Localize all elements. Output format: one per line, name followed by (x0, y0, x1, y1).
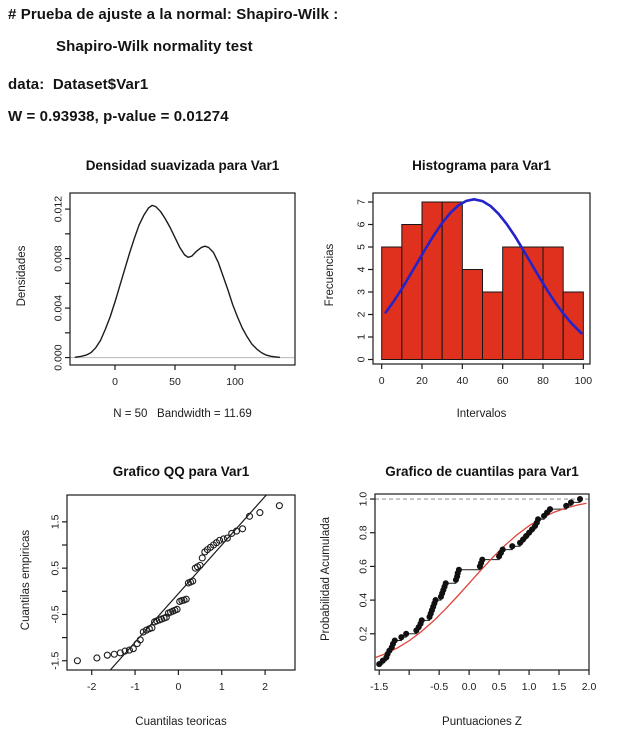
y-tick-label: 6 (355, 221, 368, 228)
x-tick-label: 0.5 (491, 681, 507, 693)
y-tick-label: 5 (355, 244, 368, 250)
x-tick-label: -0.5 (430, 681, 449, 693)
density-plot-title: Densidad suavizada para Var1 (85, 158, 280, 173)
cumulative-quantile-series-layer (376, 497, 586, 667)
y-tick-label: 1.0 (357, 491, 370, 507)
qq-data-point (257, 510, 263, 516)
x-tick-label: 40 (456, 375, 469, 387)
histogram-bars-mark (382, 202, 584, 360)
plot-frame (67, 495, 295, 670)
qq-data-point (199, 555, 205, 561)
cumulative-quantile-data-point (510, 544, 515, 549)
quantile-plot-title: Grafico de cuantilas para Var1 (385, 464, 579, 479)
x-tick-label: 0 (112, 376, 118, 388)
cumulative-quantile-data-point (399, 635, 404, 640)
qq-data-point (74, 658, 80, 664)
histogram-plot-canvas (310, 148, 620, 452)
x-tick-label: 0.0 (461, 681, 477, 693)
x-tick-label: 100 (226, 376, 244, 388)
qq-data-point (276, 503, 282, 509)
qq-data-point (111, 651, 117, 657)
x-tick-label: -1 (130, 681, 140, 693)
cumulative-quantile-data-point (404, 631, 409, 636)
histogram-bar (402, 225, 422, 360)
cumulative-quantile-data-point (419, 618, 424, 623)
x-tick-label: -1.5 (370, 681, 389, 693)
test-data-line: data: Dataset$Var1 (8, 76, 149, 93)
cumulative-quantile-data-point (548, 507, 553, 512)
qq-plot (0, 452, 310, 736)
histogram-bar (442, 202, 462, 360)
y-tick-label: 0.5 (49, 560, 62, 576)
qq-data-point (94, 655, 100, 661)
x-tick-label: 80 (537, 375, 549, 387)
quantile-plot (310, 452, 620, 736)
x-tick-label: 1 (218, 681, 225, 693)
y-tick-label: -0.5 (49, 605, 62, 624)
shapiro-wilk-heading: # Prueba de ajuste a la normal: Shapiro-Wilk : (8, 6, 339, 23)
y-tick-label: 0.000 (52, 344, 65, 371)
cumulative-quantile-data-point (500, 547, 505, 552)
density-series-layer (75, 205, 279, 357)
histogram-plot-xlabel: Intervalos (456, 408, 507, 420)
x-tick-label: 2.0 (581, 681, 597, 693)
x-tick-label: 2 (262, 681, 269, 693)
qq-plot-ylabel: Cuantilas empiricas (20, 529, 32, 631)
histogram-plot (310, 148, 620, 452)
x-tick-label: 1.5 (551, 681, 567, 693)
x-tick-label: 60 (496, 375, 509, 387)
histogram-plot-ylabel: Frecuencias (324, 243, 336, 307)
y-tick-label: 0.008 (52, 245, 65, 272)
x-tick-label: -2 (87, 681, 97, 693)
x-tick-label: 20 (416, 375, 428, 387)
histogram-bar (462, 270, 482, 360)
y-tick-label: 0.012 (52, 195, 65, 223)
cumulative-quantile-step-mark (379, 499, 580, 664)
cumulative-quantile-data-point (578, 497, 583, 502)
y-tick-label: 4 (355, 266, 368, 273)
cumulative-quantile-data-point (480, 557, 485, 562)
histogram-bar (483, 292, 503, 360)
density-plot-canvas (0, 148, 310, 452)
test-name-line: Shapiro-Wilk normality test (56, 38, 253, 55)
y-tick-label: 0.2 (357, 626, 370, 642)
density-axes (53, 193, 295, 388)
y-tick-label: 1.5 (49, 514, 62, 530)
density-plot (0, 148, 310, 452)
y-tick-label: 3 (355, 289, 368, 295)
histogram-bar (503, 247, 523, 360)
density-plot-sub-label: N = 50 Bandwidth = 11.69 (113, 408, 252, 420)
cumulative-quantile-axes (358, 492, 597, 693)
cumulative-quantile-data-point (536, 517, 541, 522)
y-tick-label: 0 (355, 356, 368, 363)
cumulative-quantile-data-point (564, 503, 569, 508)
x-tick-label: 0 (378, 375, 385, 387)
y-tick-label: 0.4 (357, 592, 370, 608)
quantile-plot-xlabel: Puntuaciones Z (442, 716, 522, 728)
quantile-plot-ylabel: Probabilidad Acumulada (320, 516, 332, 642)
qq-plot-title: Grafico QQ para Var1 (112, 464, 250, 479)
cumulative-quantile-data-point (456, 567, 461, 572)
y-tick-label: 0.004 (52, 294, 65, 322)
cumulative-quantile-data-point (392, 638, 397, 643)
qq-scatter-mark (74, 503, 282, 664)
plot-frame (70, 193, 295, 365)
density-line-mark (75, 205, 279, 357)
qq-axes (50, 495, 295, 693)
qq-data-point (240, 526, 246, 532)
cumulative-quantile-data-point (569, 500, 574, 505)
y-tick-label: 2 (355, 311, 368, 318)
plot-frame (375, 494, 589, 670)
y-tick-label: -1.5 (49, 651, 62, 670)
density-plot-ylabel: Densidades (16, 245, 28, 307)
quantile-plot-canvas (310, 452, 620, 736)
x-tick-label: 1.0 (521, 681, 537, 693)
qq-plot-xlabel: Cuantilas teoricas (135, 716, 227, 728)
y-tick-label: 0.8 (357, 525, 370, 541)
x-tick-label: 50 (169, 376, 181, 388)
test-result-line: W = 0.93938, p-value = 0.01274 (8, 108, 229, 125)
y-tick-label: 7 (355, 199, 368, 205)
qq-data-point (104, 652, 110, 658)
histogram-background-layer (382, 202, 584, 360)
x-tick-label: 100 (574, 375, 593, 387)
cumulative-quantile-data-point (433, 598, 438, 603)
y-tick-label: 1 (355, 334, 368, 340)
y-tick-label: 0.6 (357, 559, 370, 574)
histogram-bar (543, 247, 563, 360)
histogram-plot-title: Histograma para Var1 (412, 158, 551, 173)
x-tick-label: 0 (175, 681, 182, 693)
qq-plot-canvas (0, 452, 310, 736)
cumulative-quantile-data-point (443, 581, 448, 586)
